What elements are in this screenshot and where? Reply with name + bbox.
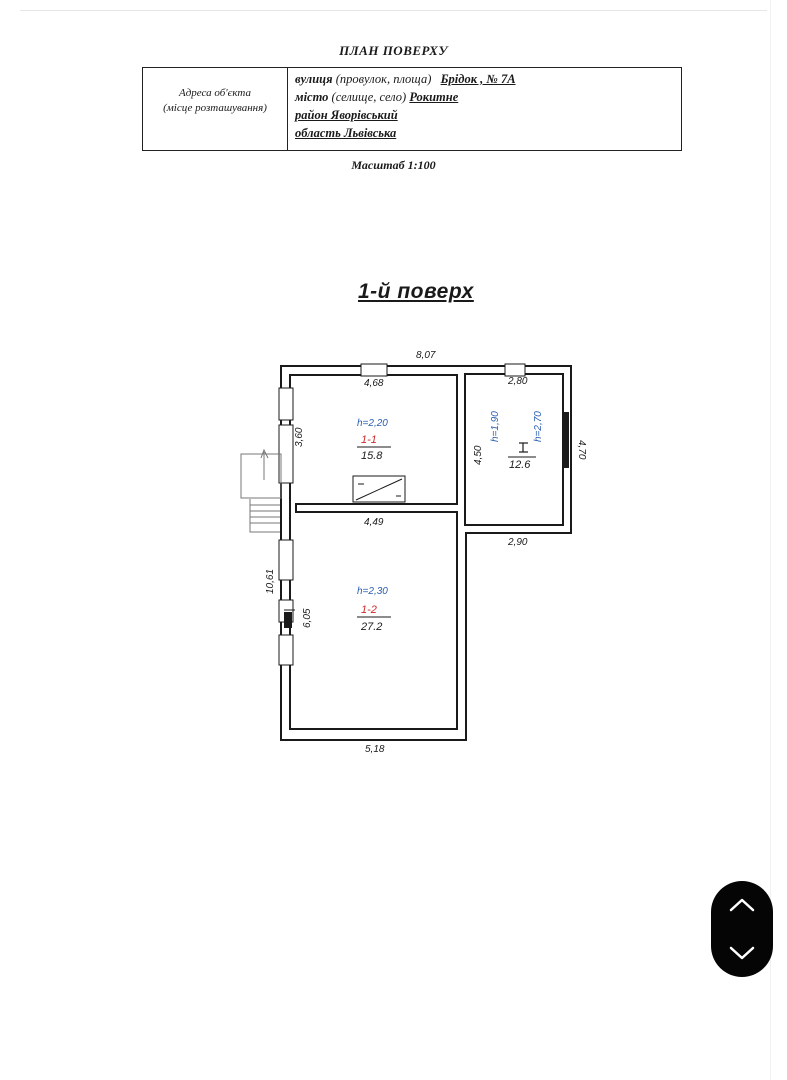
door-room2 bbox=[284, 612, 292, 628]
scale-label: Масштаб 1:100 bbox=[351, 158, 436, 172]
dim-room3-depth-inner: 4,50 bbox=[473, 445, 484, 465]
dim-bottom-width: 5,18 bbox=[365, 744, 385, 755]
window-room2-left bbox=[279, 540, 293, 580]
room3-marker bbox=[519, 443, 528, 452]
dim-room1-depth: 3,60 bbox=[294, 427, 305, 447]
room3-height-b: h=2,70 bbox=[533, 411, 544, 442]
dim-room3-width-top: 2,80 bbox=[508, 376, 528, 387]
window-room3-top bbox=[505, 364, 525, 376]
city-prefix: місто bbox=[295, 90, 329, 104]
page-down-button[interactable] bbox=[711, 929, 773, 977]
room3-height-a: h=1,90 bbox=[490, 411, 501, 442]
chevron-down-icon bbox=[727, 944, 757, 962]
room1-height: h=2,20 bbox=[357, 418, 388, 429]
dim-room3-width-bottom: 2,90 bbox=[508, 537, 528, 548]
room1-area: 15.8 bbox=[361, 450, 383, 462]
room2-height: h=2,30 bbox=[357, 586, 388, 597]
dim-room3-depth-outer: 4,70 bbox=[576, 440, 587, 460]
dim-room2-depth: 6,05 bbox=[302, 608, 313, 628]
document-title: ПЛАН ПОВЕРХУ bbox=[339, 43, 448, 58]
city-value: Рокитне bbox=[409, 90, 459, 104]
floor-title: 1-й поверх bbox=[358, 280, 474, 303]
window-room1-top bbox=[361, 364, 387, 376]
room1-id: 1-1 bbox=[361, 434, 377, 446]
dim-room1-width-top: 4,68 bbox=[364, 378, 384, 389]
window-room3-right bbox=[564, 412, 569, 468]
outer-wall bbox=[281, 366, 571, 740]
stove bbox=[353, 476, 405, 502]
dim-total-depth: 10,61 bbox=[265, 568, 276, 594]
room3-area: 12.6 bbox=[509, 459, 531, 471]
district-value: район Яворівський bbox=[295, 108, 398, 122]
chevron-up-icon bbox=[727, 896, 757, 914]
window-room2-left3 bbox=[279, 635, 293, 665]
dim-mid-width: 4,49 bbox=[364, 517, 384, 528]
city-hint: (селище, село) bbox=[331, 90, 407, 104]
entrance-steps bbox=[241, 450, 281, 532]
dim-total-width: 8,07 bbox=[416, 350, 436, 361]
room2-area: 27.2 bbox=[361, 621, 383, 633]
street-value: Брідок , № 7А bbox=[440, 72, 516, 86]
page-up-button[interactable] bbox=[711, 881, 773, 929]
region-value: область Львівська bbox=[295, 126, 397, 140]
page-nav-control bbox=[711, 881, 773, 977]
street-hint: (провулок, площа) bbox=[335, 72, 432, 86]
window-room1-left bbox=[279, 388, 293, 420]
address-label-line2: (місце розташування) bbox=[163, 102, 267, 114]
street-prefix: вулиця bbox=[295, 72, 333, 86]
address-label-line1: Адреса об'єкта bbox=[179, 87, 251, 99]
room2-id: 1-2 bbox=[361, 604, 377, 616]
